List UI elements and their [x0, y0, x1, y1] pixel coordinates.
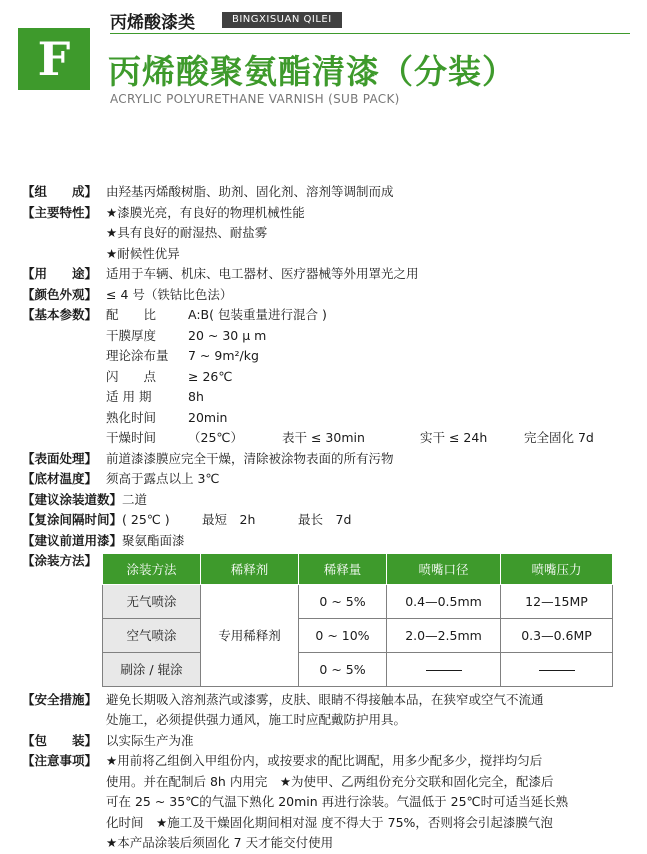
param-cure-row: [22, 408, 637, 429]
color-value: ≤ 4 号（铁钴比色法）: [106, 286, 233, 302]
header: [0, 0, 647, 110]
table-cell-pressure: [501, 652, 613, 686]
recoat-row: [22, 510, 637, 531]
features-label: 【主要特性】: [22, 204, 98, 220]
param-value: 20 ~ 30 μ m: [188, 327, 267, 343]
table-cell-method: 刷涂 / 辊涂: [103, 652, 201, 686]
substrate-label: 【底材温度】: [22, 471, 98, 486]
table-row: [103, 652, 613, 686]
usage-label: 【用 途】: [22, 266, 98, 281]
param-coverage-row: [22, 346, 637, 367]
table-cell-pressure: 0.3—0.6MP: [501, 618, 613, 652]
recoat-min: 最短 2h: [202, 512, 256, 527]
header-divider: [110, 33, 630, 34]
notes-label: 【注意事项】: [22, 753, 98, 768]
safety-label: 【安全措施】: [22, 691, 98, 707]
notes-row-3: [22, 792, 637, 813]
category-title: 丙烯酸漆类: [110, 13, 195, 33]
table-cell-pressure: 12—15MP: [501, 584, 613, 618]
table-cell-method: 无气喷涂: [103, 584, 201, 618]
param-value: A:B( 包装重量进行混合 ): [188, 307, 327, 322]
param-flash-row: [22, 367, 637, 388]
param-key: 干膜厚度: [106, 327, 157, 343]
notes-text: ★本产品涂装后须固化 7 天才能交付使用: [106, 835, 334, 850]
features-row-2: [22, 223, 637, 244]
params-row: [22, 305, 637, 326]
table-row: [103, 584, 613, 618]
table-cell-nozzle: 0.4—0.5mm: [387, 584, 501, 618]
feature-item: ★耐候性优异: [106, 245, 180, 261]
table-row: [103, 618, 613, 652]
param-film-row: [22, 326, 637, 347]
table-cell-amount: 0 ~ 10%: [299, 618, 387, 652]
dry-hard: 实干 ≤ 24h: [420, 430, 488, 445]
category-letter-badge: F: [18, 28, 90, 90]
feature-item: ★漆膜光亮，有良好的物理机械性能: [106, 204, 305, 220]
category-pinyin-label: BINGXISUAN QILEI: [222, 12, 342, 28]
composition-value: 由羟基丙烯酸树脂、助剂、固化剂、溶剂等调制而成: [106, 184, 394, 199]
packing-value: 以实际生产为准: [106, 732, 194, 748]
substrate-row: [22, 469, 637, 490]
usage-value: 适用于车辆、机床、电工器材、医疗器械等外用罩光之用: [106, 266, 419, 281]
method-label: 【涂装方法】: [22, 553, 98, 568]
feature-item: ★具有良好的耐湿热、耐盐雾: [106, 225, 268, 240]
notes-text: 使用。并在配制后 8h 内用完 ★为使甲、乙两组份充分交联和固化完全，配漆后: [106, 773, 554, 789]
table-header-cell: 稀释量: [299, 553, 387, 584]
prev-coat-value: 聚氨酯面漆: [122, 532, 185, 548]
composition-label: 【组 成】: [22, 184, 98, 199]
product-subtitle: ACRYLIC POLYURETHANE VARNISH (SUB PACK): [110, 92, 400, 106]
notes-row-4: [22, 813, 637, 834]
notes-text: 化时间 ★施工及干燥固化期间相对湿 度不得大于 75%，否则将会引起漆膜气泡: [106, 814, 553, 830]
notes-row-2: [22, 772, 637, 793]
notes-text: ★用前将乙组倒入甲组份内，或按要求的配比调配，用多少配多少，搅拌均匀后: [106, 753, 543, 768]
param-key: 干燥时间: [106, 430, 157, 445]
coats-value: 二道: [122, 491, 148, 507]
table-cell-amount: 0 ~ 5%: [299, 584, 387, 618]
dry-full: 完全固化 7d: [524, 430, 594, 445]
prev-coat-label: 【建议前道用漆】: [22, 532, 123, 548]
coats-row: [22, 490, 637, 511]
surface-label: 【表面处理】: [22, 450, 98, 466]
param-value: 20min: [188, 409, 228, 425]
features-row-3: [22, 244, 637, 265]
dry-surface: 表干 ≤ 30min: [282, 430, 365, 445]
param-key: 熟化时间: [106, 409, 157, 425]
safety-row-2: [22, 710, 637, 731]
param-value: 7 ~ 9m²/kg: [188, 348, 259, 363]
notes-text: 可在 25 ~ 35℃的气温下熟化 20min 再进行涂装。气温低于 25℃时可适当延长熟: [106, 794, 569, 809]
product-title: 丙烯酸聚氨酯清漆（分装）: [108, 52, 516, 91]
color-label: 【颜色外观】: [22, 286, 98, 302]
recoat-temp: ( 25℃ ): [122, 512, 170, 527]
param-pot-row: [22, 387, 637, 408]
safety-row: [22, 690, 637, 711]
color-row: [22, 285, 637, 306]
packing-row: [22, 731, 637, 752]
table-cell-nozzle: [387, 652, 501, 686]
not-applicable-dash: [426, 670, 462, 671]
safety-text: 避免长期吸入溶剂蒸汽或漆雾，皮肤、眼睛不得接触本品，在狭窄或空气不流通: [106, 691, 544, 707]
table-cell-nozzle: 2.0—2.5mm: [387, 618, 501, 652]
table-header-row: [103, 553, 613, 584]
table-cell-method: 空气喷涂: [103, 618, 201, 652]
dry-temp: （25℃）: [188, 430, 243, 445]
recoat-max: 最长 7d: [298, 512, 352, 527]
table-header-cell: 稀释剂: [201, 553, 299, 584]
surface-value: 前道漆漆膜应完全干燥，清除被涂物表面的所有污物: [106, 450, 394, 466]
table-cell-amount: 0 ~ 5%: [299, 652, 387, 686]
param-key: 理论涂布量: [106, 348, 169, 363]
safety-text: 处施工，必须提供强力通风，施工时应配戴防护用具。: [106, 712, 407, 727]
table-header-cell: 涂装方法: [103, 553, 201, 584]
usage-row: [22, 264, 637, 285]
param-key: 闪 点: [106, 368, 157, 384]
table-header-cell: 喷嘴口径: [387, 553, 501, 584]
param-value: ≥ 26℃: [188, 368, 233, 384]
coating-method-table: [102, 553, 613, 687]
composition-row: [22, 182, 637, 203]
param-key: 配 比: [106, 307, 157, 322]
params-label: 【基本参数】: [22, 307, 98, 322]
notes-row: [22, 751, 637, 772]
prev-coat-row: [22, 531, 637, 552]
substrate-value: 须高于露点以上 3℃: [106, 471, 220, 486]
param-value: 8h: [188, 389, 204, 404]
notes-row-5: [22, 833, 637, 854]
surface-row: [22, 449, 637, 470]
param-dry-row: [22, 428, 637, 449]
not-applicable-dash: [539, 670, 575, 671]
coats-label: 【建议涂装道数】: [22, 491, 123, 507]
table-cell-thinner: 专用稀释剂: [201, 584, 299, 686]
param-key: 适 用 期: [106, 389, 152, 404]
spec-content: [22, 182, 637, 854]
features-row: [22, 203, 637, 224]
packing-label: 【包 装】: [22, 732, 98, 748]
recoat-label: 【复涂间隔时间】: [22, 512, 123, 527]
table-header-cell: 喷嘴压力: [501, 553, 613, 584]
